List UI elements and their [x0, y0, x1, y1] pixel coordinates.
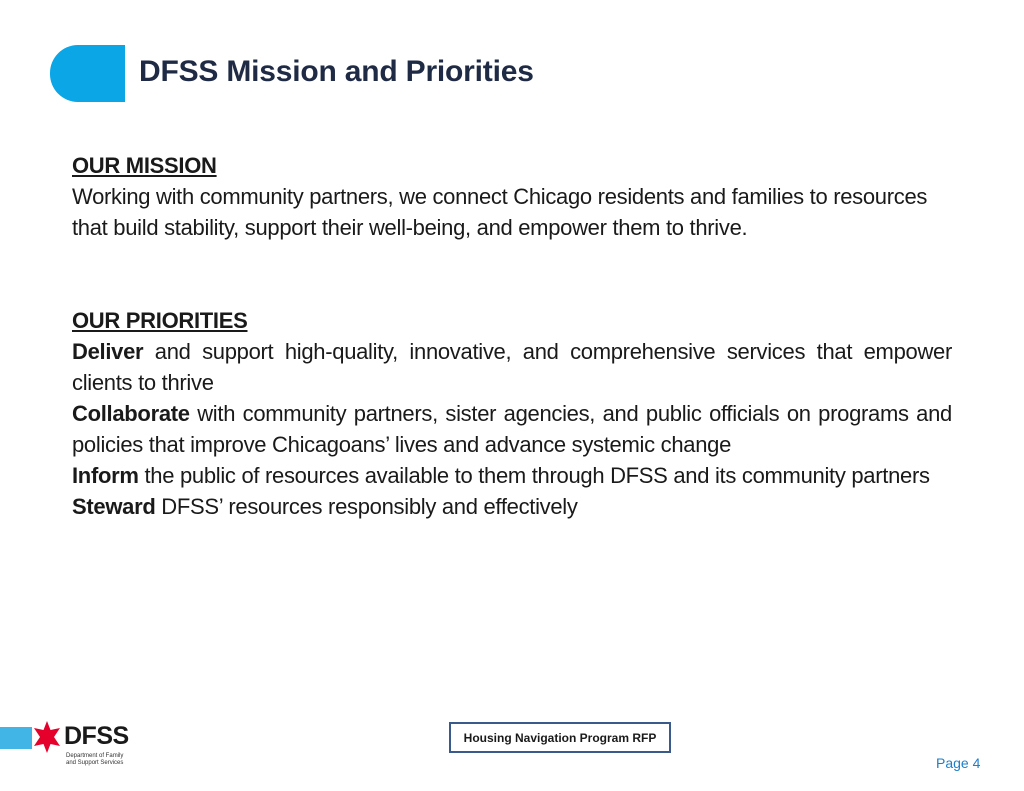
priority-text: with community partners, sister agencies, and public officials on programs and policies that improve Chicagoans’ lives and advance systemic change [72, 401, 952, 457]
priority-keyword: Deliver [72, 339, 144, 364]
page-title: DFSS Mission and Priorities [139, 55, 534, 88]
priority-text: and support high-quality, innovative, and comprehensive services that empower clients to thrive [72, 339, 952, 395]
title-accent-tab [50, 45, 125, 102]
logo-subtext-line: Department of Family [66, 753, 124, 759]
mission-text: Working with community partners, we connect Chicago residents and families to resources that build stability, support their well-being, and empower them to thrive. [72, 184, 928, 240]
priority-keyword: Collaborate [72, 401, 190, 426]
priority-item [72, 460, 952, 491]
slide-content [72, 150, 952, 522]
rfp-label-box: Housing Navigation Program RFP [449, 722, 671, 753]
mission-section [72, 150, 952, 243]
priority-item [72, 398, 952, 460]
priority-text: DFSS’ resources responsibly and effectively [155, 494, 578, 519]
dfss-logo [32, 720, 142, 770]
priority-item [72, 491, 952, 522]
footer-accent-bar [0, 727, 32, 749]
logo-subtext [66, 753, 146, 767]
six-point-star-icon [32, 720, 62, 754]
priority-keyword: Steward [72, 494, 156, 519]
priority-keyword: Inform [72, 463, 139, 488]
priority-item [72, 336, 952, 398]
priorities-heading: OUR PRIORITIES [72, 308, 248, 333]
page-number: Page 4 [936, 755, 981, 771]
logo-subtext-line: and Support Services [66, 760, 124, 766]
logo-wordmark: DFSS [64, 722, 129, 750]
priorities-section [72, 305, 952, 522]
mission-heading: OUR MISSION [72, 153, 217, 178]
priority-text: the public of resources available to them through DFSS and its community partners [138, 463, 930, 488]
